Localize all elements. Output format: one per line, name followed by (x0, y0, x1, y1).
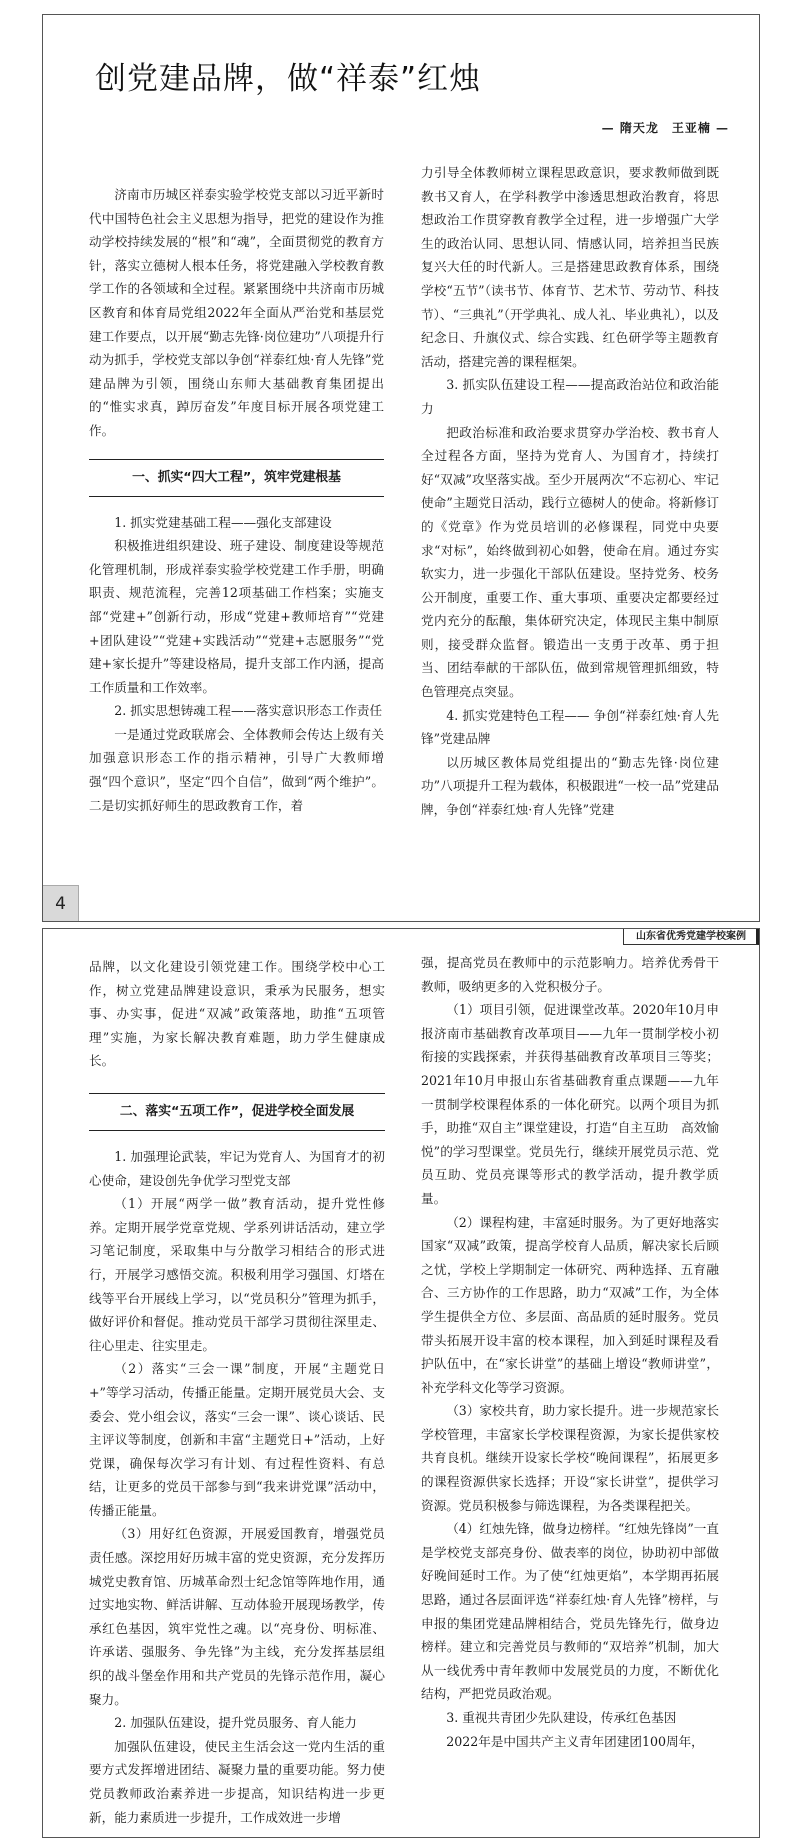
magazine-page-2 (42, 928, 760, 1838)
paragraph: 积极推进组织建设、班子建设、制度建设等规范化管理机制，形成祥泰实验学校党建工作手册，明确职责、规范流程，完善12项基础工作档案；实施支部“党建+”创新行动，形成“党建+教师培育”“党建+团队建设”“党建+实践活动”“党建+志愿服务”“党建+家长提升”等建设格局，提升支部工作内涵，提高工作质量和工作效率。 (89, 538, 384, 695)
section-heading-two: 二、落实“五项工作”，促进学校全面发展 (89, 1093, 385, 1131)
paragraph-continued: 力引导全体教师树立课程思政意识，要求教师做到既教书又育人，在学科教学中渗透思想政治教育，将思想政治工作贯穿教育教学全过程，进一步增强广大学生的政治认同、思想认同、情感认同，培养担当民族复兴大任的时代新人。三是搭建思政教育体系，围绕学校“五节”（读书节、体育节、艺术节、劳动节、科技节）、“三典礼”（开学典礼、成人礼、毕业典礼），以及纪念日、升旗仪式、综合实践、红色研学等主题教育活动，搭建完善的课程框架。 (421, 165, 719, 369)
running-header: 山东省优秀党建学校案例 (623, 929, 759, 945)
paragraph: 把政治标准和政治要求贯穿办学治校、教书育人全过程各方面，坚持为党育人、为国育才，持续打好“双减”攻坚落实战。至少开展两次“不忘初心、牢记使命”主题党日活动，践行立德树人的使命。将新修订的《党章》作为党员培训的必修课程，同党中央要求“对标”，始终做到初心如磐，使命在肩。通过夯实软实力，进一步强化干部队伍建设。坚持党务、校务公开制度，重要工作、重大事项、重要决定都要经过党内充分的酝酿，集体研究决定，体现民主集中制原则，接受群众监督。锻造出一支勇于改革、勇于担当、团结奉献的干部队伍，做到常规管理抓细致，特色管理亮点突显。 (421, 424, 719, 700)
paragraph: （2）落实“三会一课”制度，开展“主题党日+”等学习活动，传播正能量。定期开展党员大会、支委会、党小组会议，落实“三会一课”、谈心谈话、民主评议等制度，创新和丰富“主题党日+”活动，上好党课，确保每次学习有计划、有过程性资料、有总结，让更多的党员干部参与到“我来讲党课”活动中，传播正能量。 (89, 1361, 385, 1518)
subheading-1: 1. 抓实党建基础工程——强化支部建设 (114, 514, 332, 530)
article-author: — 隋天龙 王亚楠 — (601, 121, 729, 135)
subheading-2: 2. 抓实思想铸魂工程——落实意识形态工作责任 (114, 703, 383, 719)
paragraph: （2）课程构建，丰富延时服务。为了更好地落实国家“双减”政策，提高学校育人品质，解决家长后顾之忧，学校上学期制定一体研究、两种选择、五育融合、三方协作的工作思路，助力“双减”工作，为全体学生提供全方位、多层面、高品质的延时服务。党员带头拓展开设丰富的校本课程，加入到延时课程及看护队伍中，在“家长讲堂”的基础上增设“教师讲堂”，补充学科文化等学习资源。 (421, 1214, 719, 1395)
paragraph: （3）家校共育，助力家长提升。进一步规范家长学校管理，丰富家长学校课程资源，为家长提供家校共育良机。继续开设家长学校“晚间课程”，拓展更多的课程资源供家长选择；开设“家长讲堂”，提供学习资源。党员积极参与筛选课程，为各类课程把关。 (421, 1403, 719, 1513)
paragraph: 以历城区教体局党组提出的“勤志先锋·岗位建功”八项提升工程为载体，积极跟进“一校一品”党建品牌，争创“祥泰红烛·育人先锋”党建 (421, 754, 719, 818)
subheading-4: 4. 抓实党建特色工程—— 争创“祥泰红烛·育人先锋”党建品牌 (421, 707, 719, 747)
paragraph-continued: 强，提高党员在教师中的示范影响力。培养优秀骨干教师，吸纳更多的入党积极分子。 (421, 955, 719, 994)
subheading-3: 3. 重视共青团少先队建设，传承红色基因 (446, 1710, 677, 1725)
article-title: 创党建品牌，做“祥泰”红烛 (95, 61, 482, 97)
page-number: 4 (43, 885, 79, 921)
paragraph: 一是通过党政联席会、全体教师会传达上级有关加强意识形态工作的指示精神，引导广大教师增强“四个意识”，坚定“四个自信”，做到“两个维护”。二是切实抓好师生的思政教育工作，着 (89, 726, 384, 813)
paragraph: （1）开展“两学一做”教育活动，提升党性修养。定期开展学党章党规、学系列讲话活动，建立学习笔记制度，采取集中与分散学习相结合的形式进行，开展学习感悟交流。积极利用学习强国、灯塔在线等平台开展线上学习，以“党员积分”管理为抓手，做好评价和督促。推动党员干部学习贯彻往深里走、往心里走、往实里走。 (89, 1196, 385, 1353)
subheading-3: 3. 抓实队伍建设工程——提高政治站位和政治能力 (421, 377, 719, 416)
page2-left-column (89, 955, 385, 1829)
page1-left-column (89, 183, 384, 817)
paragraph: （3）用好红色资源，开展爱国教育，增强党员责任感。深挖用好历城丰富的党史资源，充分发挥历城党史教育馆、历城革命烈士纪念馆等阵地作用，通过实地实物、鲜活讲解、互动体验开展现场教学，传承红色基因，筑牢党性之魂。以“亮身份、明标准、许承诺、强服务、争先锋”为主线，充分发挥基层组织的战斗堡垒作用和共产党员的先锋示范作用，凝心聚力。 (89, 1526, 385, 1707)
paragraph: 2022年是中国共产主义青年团建团100周年， (446, 1733, 704, 1749)
page2-right-column (421, 951, 719, 1753)
paragraph: （4）红烛先锋，做身边榜样。“红烛先锋岗”一直是学校党支部亮身份、做表率的岗位，协助初中部做好晚间延时工作。为了使“红烛更焰”，本学期再拓展思路，通过各层面评选“祥泰红烛·育人先锋”榜样，与申报的集团党建品牌相结合，党员先锋先行，做身边榜样。建立和完善党员与教师的“双培养”机制，加大从一线优秀中青年教师中发展党员的力度，不断优化结构，严把党员政治观。 (421, 1521, 719, 1702)
subheading-2: 2. 加强队伍建设，提升党员服务、育人能力 (114, 1715, 357, 1731)
paragraph-continued: 品牌，以文化建设引领党建工作。围绕学校中心工作，树立党建品牌建设意识，秉承为民服务，想实事、办实事，促进“双减”政策落地，助推“五项管理”实施，为家长解决教育难题，助力学生健康成长。 (89, 959, 385, 1069)
section-heading-one: 一、抓实“四大工程”，筑牢党建根基 (89, 459, 384, 497)
intro-paragraph: 济南市历城区祥泰实验学校党支部以习近平新时代中国特色社会主义思想为指导，把党的建设作为推动学校持续发展的“根”和“魂”，全面贯彻党的教育方针，落实立德树人根本任务，将党建融入学校教育教学工作的各领域和全过程。紧紧围绕中共济南市历城区教育和体育局党组2022年全面从严治党和基层党建工作要点，以开展“勤志先锋·岗位建功”八项提升行动为抓手，学校党支部以争创“祥泰红烛·育人先锋”党建品牌为引领，围绕山东师大基础教育集团提出的“惟实求真，踔厉奋发”年度目标开展各项党建工作。 (89, 187, 384, 438)
paragraph: （1）项目引领，促进课堂改革。2020年10月申报济南市基础教育改革项目——九年一贯制学校小初衔接的实践探索，并获得基础教育改革项目三等奖；2021年10月申报山东省基础教育重点课题——九年一贯制学校课程体系的一体化研究。以两个项目为抓手，助推“双自主”课堂建设，打造“自主互助 高效愉悦”的学习型课堂。党员先行，继续开展党员示范、党员互助、党员亮课等形式的教学活动，提升教学质量。 (421, 1002, 719, 1206)
paragraph: 加强队伍建设，使民主生活会这一党内生活的重要方式发挥增进团结、凝聚力量的重要功能。努力使党员教师政治素养进一步提高，知识结构进一步更新，能力素质进一步提升，工作成效进一步增 (89, 1738, 385, 1825)
page1-right-column (421, 161, 719, 822)
subheading-1: 1. 加强理论武装，牢记为党育人、为国育才的初心使命，建设创先争优学习型党支部 (89, 1148, 385, 1188)
magazine-page-1 (42, 14, 760, 922)
